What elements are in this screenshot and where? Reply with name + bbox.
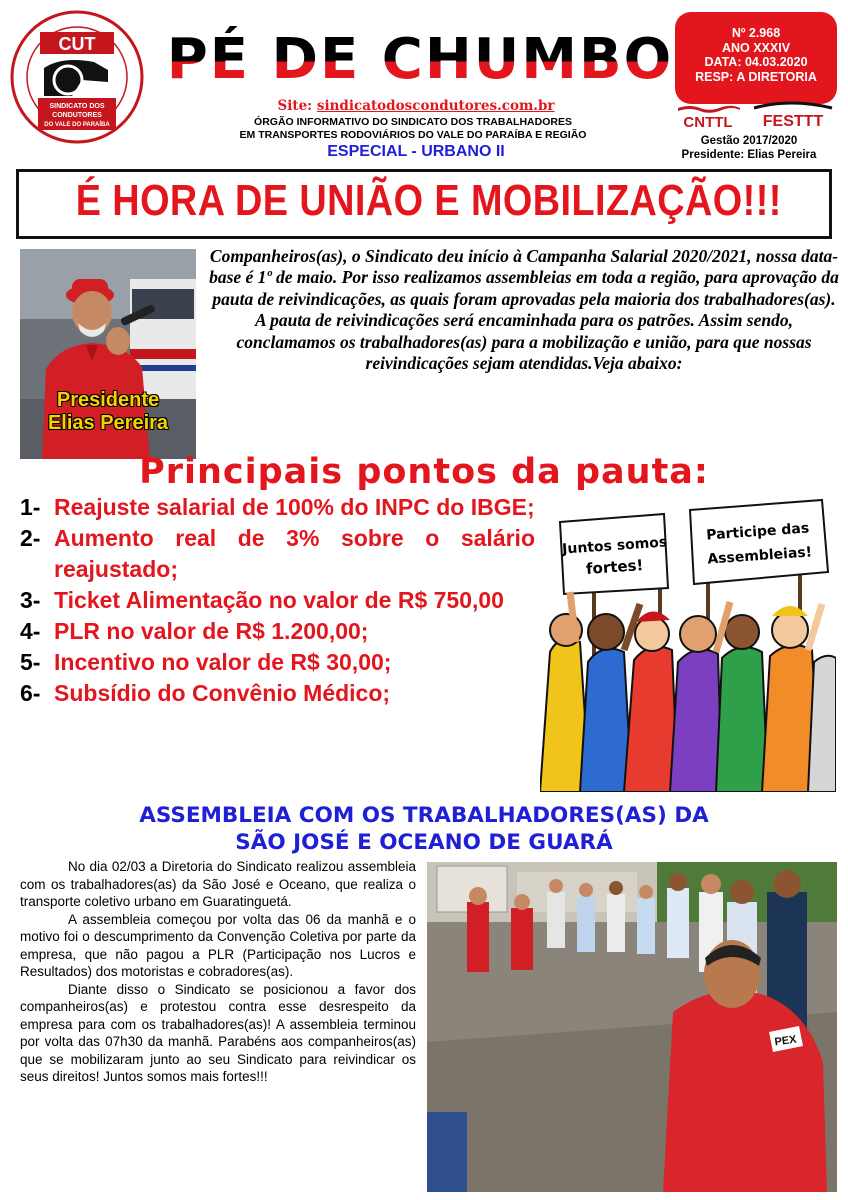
article-paragraph-1: No dia 02/03 a Diretoria do Sindicato realizou assembleia com os trabalhadores(as) da São José e Oceano, que realiza o transporte coletivo urbano em Guaratinguetá. [20,859,416,909]
svg-text:SINDICATO DOS: SINDICATO DOS [49,103,105,110]
pauta-item-text: Ticket Alimentação no valor de R$ 750,00 [54,587,504,613]
pauta-item-number: 4- [20,618,41,644]
site-label: Site: [277,98,313,114]
pauta-item-number: 2- [20,525,41,551]
pauta-item-number: 3- [20,587,41,613]
pauta-item-text: Aumento real de 3% sobre o salário reajustado; [54,525,535,582]
pauta-item [20,616,535,647]
svg-text:CONDUTORES: CONDUTORES [52,112,102,119]
article-paragraph-3: Diante disso o Sindicato se posicionou a favor dos companheiros(as) e protestou contra esse desrespeito da empresa para com os trabalhadores(as)! A assembleia terminou por volta das 07h30 da manhã. Parabéns aos companheiros(as) que se mobilizaram junto ao seu Sindicato para reivindicar os seus direitos! Juntos somos mais fortes!!! [20,981,416,1084]
pauta-item [20,523,535,585]
headline-box [16,169,832,239]
president-caption-name: Elias Pereira [47,412,169,434]
org-line-1: ÓRGÃO INFORMATIVO DO SINDICATO DOS TRABALHADORES [254,116,572,128]
assembly-title [20,802,828,856]
svg-text:CNTTL: CNTTL [683,114,733,130]
intro-paragraph: Companheiros(as), o Sindicato deu início à Campanha Salarial 2020/2021, nossa data-base é 1º de maio. Por isso realizamos assembleias em toda a região, para aprovação da pauta de reivindicações, as quais foram aprovadas pela maioria dos trabalhadores(as). A pauta de reivindicações será encaminhada para os patrões. Assim sendo, conclamamos os trabalhadores(as) para a mobilização e união, para que nossas reivindicações sejam atendidas.Veja abaixo: [209,246,839,374]
pauta-item-text: Subsídio do Convênio Médico; [54,680,391,706]
sign-text-2b: Assembleias! [706,544,813,568]
cut-logo-text: CUT [58,34,96,54]
assembly-title-line-1: ASSEMBLEIA COM OS TRABALHADORES(AS) DA [139,803,709,828]
newspaper-title: PÉ DE CHUMBO [160,26,680,94]
issue-info-box [675,12,837,104]
site-link[interactable]: sindicatodoscondutores.com.br [316,98,555,114]
union-seal-logo [10,10,144,144]
site-line [200,98,632,114]
org-description [178,116,648,141]
article-paragraph-2: A assembleia começou por volta das 06 da manhã e o motivo foi o descumprimento da Convenção Coletiva por parte da empresa, que não pagou a PLR (Participação nos Lucros e Resultados) dos motoristas e cobradores(as). [20,911,416,979]
issue-year: ANO XXXIV [721,40,791,55]
pauta-item-number: 5- [20,649,41,675]
president-photo [20,249,196,459]
issue-number: Nº 2.968 [731,26,781,40]
management-info [660,135,838,162]
issue-date: DATA: 04.03.2020 [704,55,808,69]
pauta-item-number: 6- [20,680,41,706]
pauta-item [20,647,535,678]
sign-text-1a: Juntos somos [561,534,668,558]
svg-text:DO VALE DO PARAÍBA: DO VALE DO PARAÍBA [44,122,110,128]
sign-text-1b: fortes! [585,556,644,578]
assembly-photo [427,862,837,1192]
pauta-item [20,585,535,616]
pauta-item [20,678,535,709]
festtt-logo [750,100,836,130]
pauta-item-text: PLR no valor de R$ 1.200,00; [54,618,369,644]
pauta-item-text: Reajuste salarial de 100% do INPC do IBGE; [54,494,535,520]
headline: É HORA DE UNIÃO E MOBILIZAÇÃO!!! [75,176,782,225]
sign-text-2a: Participe das [705,520,810,544]
assembly-photo-illustration [427,862,837,1192]
pauta-item [20,492,535,523]
assembly-title-line-2: SÃO JOSÉ E OCEANO DE GUARÁ [235,830,613,855]
pauta-list [20,492,535,709]
cnttl-logo [676,104,742,130]
president-caption-title: Presidente [56,389,160,411]
shirt-logo-text: PEX [773,1033,798,1049]
masthead [160,26,680,106]
assembly-article [20,858,416,1086]
pauta-title: Principais pontos da pauta: [139,452,709,492]
pauta-item-text: Incentivo no valor de R$ 30,00; [54,649,392,675]
edition-label: ESPECIAL - URBANO II [327,143,505,160]
pauta-item-number: 1- [20,494,41,520]
svg-text:FESTTT: FESTTT [762,113,824,130]
protest-cartoon [540,492,836,792]
gestao-period: Gestão 2017/2020 [700,135,798,147]
president-name: Presidente: Elias Pereira [681,148,817,161]
issue-responsible: RESP: A DIRETORIA [695,69,817,84]
org-line-2: EM TRANSPORTES RODOVIÁRIOS DO VALE DO PARAÍBA E REGIÃO [239,128,587,141]
